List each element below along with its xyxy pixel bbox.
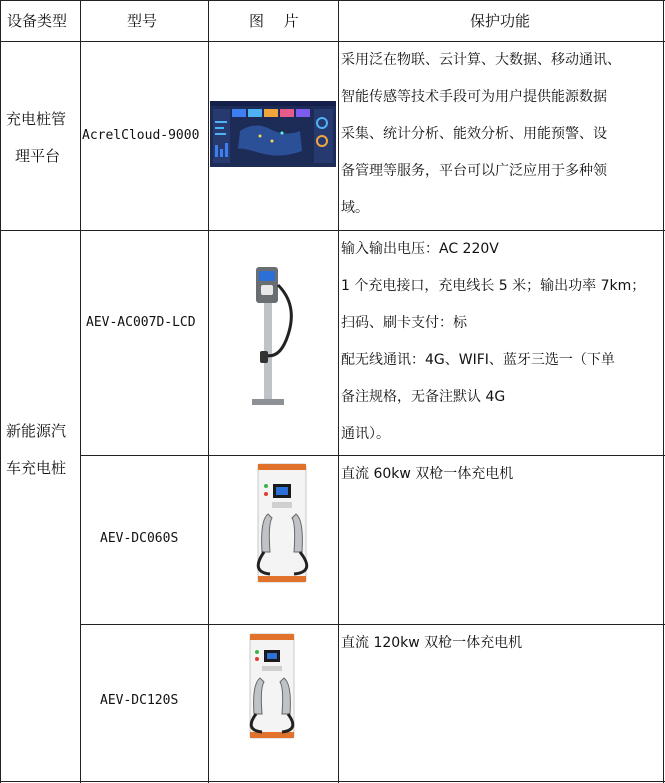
category-ev-line2: 车充电桩: [6, 459, 67, 477]
desc-platform-line: 采集、统计分析、能效分析、用能预警、设: [341, 126, 607, 142]
desc-dc120: [341, 625, 663, 662]
model-acrelcloud: AcrelCloud-9000: [82, 128, 200, 143]
desc-ac-line: 通讯）。: [341, 426, 390, 442]
desc-platform: [341, 42, 663, 227]
desc-ac-pile: [341, 231, 663, 453]
ac-charging-pile-image: [240, 265, 300, 410]
header-image: 图 片: [249, 12, 299, 30]
dc-charger-120-icon: [240, 632, 304, 742]
desc-ac-line: 备注规格，无备注默认 4G: [341, 389, 506, 405]
model-ac007d: AEV-AC007D-LCD: [86, 315, 196, 330]
desc-ac-line: 扫码、刷卡支付：标: [341, 315, 467, 331]
header-model: 型号: [127, 12, 158, 30]
dashboard-screenshot-image: [210, 101, 336, 167]
dc-charger-120-image: [240, 632, 304, 742]
header-function: 保护功能: [470, 12, 531, 30]
desc-platform-line: 采用泛在物联、云计算、大数据、移动通讯、: [341, 52, 621, 68]
desc-platform-line: 智能传感等技术手段可为用户提供能源数据: [341, 89, 607, 105]
model-dc120s: AEV-DC120S: [100, 693, 179, 708]
category-platform-line2: 理平台: [15, 147, 61, 165]
desc-ac-line: 输入输出电压：AC 220V: [341, 241, 499, 257]
category-ev-line1: 新能源汽: [6, 422, 67, 440]
ac-charging-pile-icon: [240, 265, 300, 410]
desc-platform-line: 域。: [341, 200, 369, 216]
dc-charger-60-icon: [240, 462, 324, 586]
desc-ac-line: 1 个充电接口，充电线长 5 米；输出功率 7km；: [341, 278, 646, 294]
desc-dc60-line: 直流 60kw 双枪一体充电机: [341, 466, 514, 482]
desc-dc60: [341, 456, 663, 493]
header-device-type: 设备类型: [7, 12, 68, 30]
model-dc060s: AEV-DC060S: [100, 531, 179, 546]
desc-platform-line: 备管理等服务，平台可以广泛应用于多种领: [341, 163, 607, 179]
desc-ac-line: 配无线通讯：4G、WIFI、蓝牙三选一（下单: [341, 352, 615, 368]
category-platform-line1: 充电桩管: [6, 110, 67, 128]
dashboard-screenshot-icon: [210, 101, 336, 167]
desc-dc120-line: 直流 120kw 双枪一体充电机: [341, 635, 523, 651]
dc-charger-60-image: [240, 462, 324, 586]
